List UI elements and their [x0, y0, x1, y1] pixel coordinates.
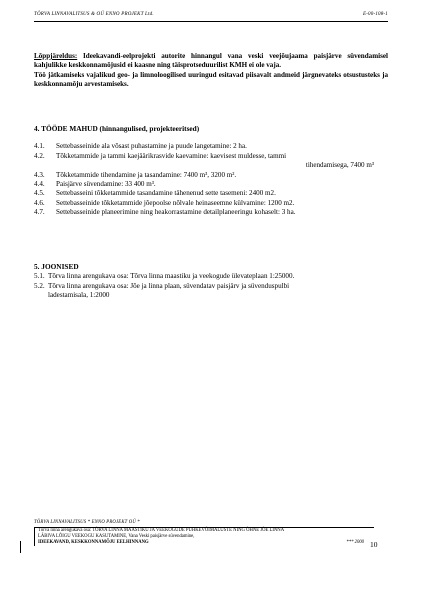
- footer-line-3: IDEEKAVAND, KESKKONNAMÕJU EELHINNANG: [38, 540, 149, 545]
- footer-line-3-right: *** 2000: [346, 540, 364, 545]
- list-item: 5.1. Tõrva linna arengukava osa: Tõrva linna maastiku ja veekogude ülevateplaan 1:25000.: [34, 272, 295, 281]
- footer-line-2: LÄBIVA LÕIGU VEEKOGU KASUTAMINE, Vana Veski paisjärve süvendamine,: [38, 534, 195, 539]
- page-header: [34, 10, 388, 22]
- footer-top: TÕRVA LINNAVALITSUS * ENNO PROJEKT OÜ *: [34, 520, 374, 528]
- section-5-title: 5. JOONISED: [34, 262, 79, 271]
- list-item: 4.7. Settebasseinide planeerimine ning heakorrastamine detailplaneeringu kohaselt: 3 ha.: [34, 208, 296, 217]
- list-item: 4.6. Settebasseinide tõkketammide jõepoolse nõlvale heinaseemne külvamine: 1200 m2.: [34, 198, 295, 207]
- list-item: 4.1. Settebasseinide ala võsast puhastamine ja puude langetamine: 2 ha.: [34, 142, 247, 151]
- footer-line-1: Tõrva linna arengukava osa: TÕRVA LINNA MAASTIKU JA VEEKOGUDE PUHKEVÕIMALUSTE NING ÕHNE JÕE LINNA: [38, 528, 285, 533]
- margin-mark: [20, 541, 21, 553]
- conclusion-text-2: Töö jätkamiseks vajalikud geo- ja limnoloogilised uuringud esitavad piisavalt andmeid järgnevateks otsustusteks ja keskkonnamõju arvestamiseks.: [34, 70, 388, 89]
- list-item: 4.3. Tõkketammide tihendamine ja tasandamine: 7400 m³, 3200 m².: [34, 170, 237, 179]
- conclusion-block: [34, 52, 388, 90]
- conclusion-text: Ideekavandi-eelprojekti autorite hinnangul vana veski veejõujaama paisjärve süvendamisel kahjulikke keskkonnamõjusid ei kaasne ning täisprotseduurilist KMH ei ole vaja.: [34, 52, 388, 70]
- page-footer: [34, 520, 374, 546]
- header-right: E-00-108-1: [362, 12, 388, 17]
- section-4: [34, 124, 388, 218]
- list-item: 4.2. Tõkketammide ja tammi kaejäärikrasvide kaevamine: kaevisest muldesse, tammi tihendamisega, 7400 m³: [34, 151, 374, 170]
- header-left: TÕRVA LINNAVALITSUS & OÜ ENNO PROJEKT Ltd.: [34, 12, 154, 17]
- section-5: [34, 262, 388, 301]
- list-item: 4.5. Settebasseini tõkketammide tasandamine tähenenud sette tasemeni: 2400 m2.: [34, 189, 276, 198]
- list-item: 4.4. Paisjärve süvendamine: 33 400 m³.: [34, 180, 156, 189]
- conclusion-label: Lõppjäreldus:: [34, 52, 78, 60]
- list-item: 5.2. Tõrva linna arengukava osa: Jõe ja linna plaan, süvendatav paisjärv ja süvenduspulbi ladestamisala, 1:2000: [34, 281, 290, 300]
- section-4-title: 4. TÖÖDE MAHUD (hinnangulised, projekteeritsed): [34, 124, 200, 133]
- page-number: 10: [370, 540, 378, 549]
